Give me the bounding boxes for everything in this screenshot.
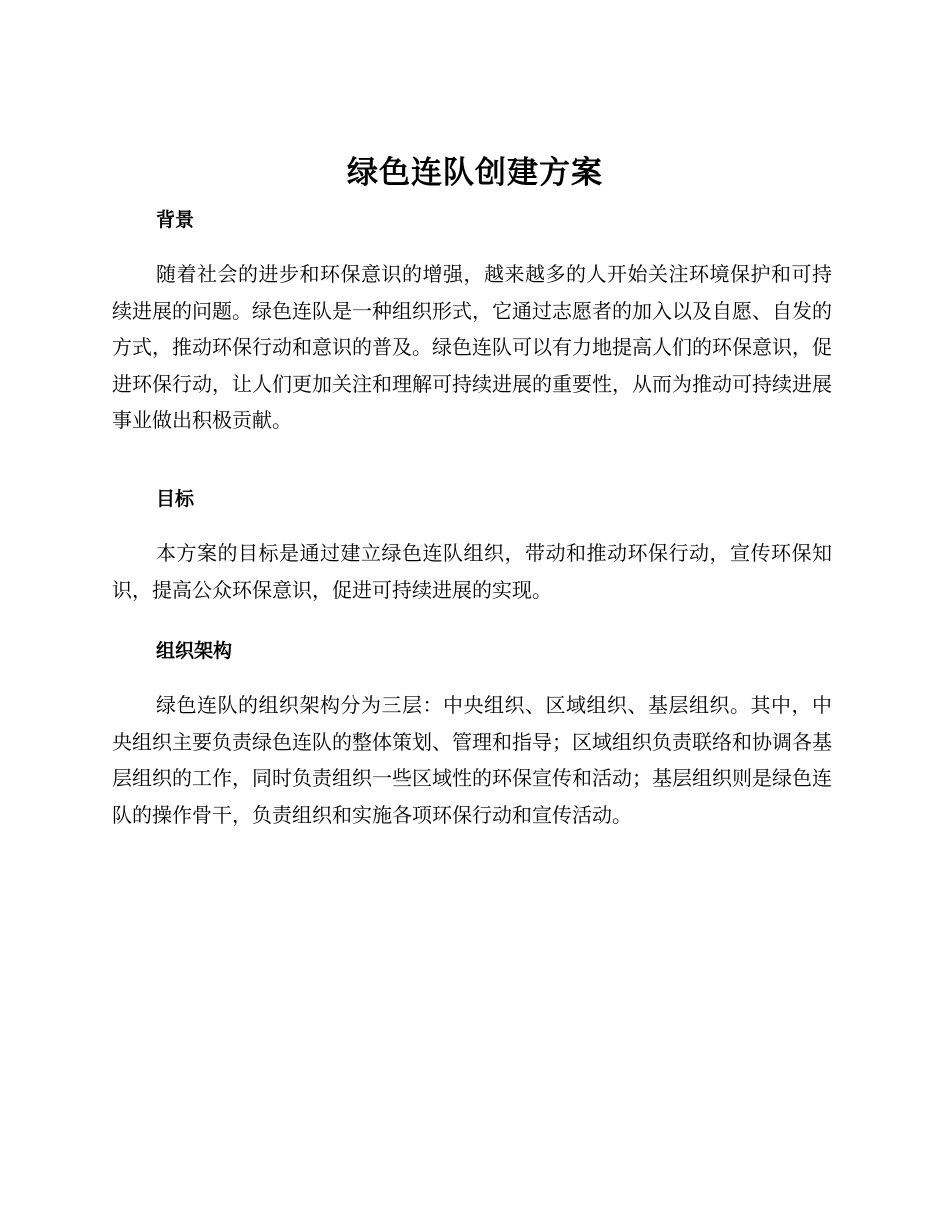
section-body-org-structure: 绿色连队的组织架构分为三层：中央组织、区域组织、基层组织。其中，中央组织主要负责绿色连队的整体策划、管理和指导；区域组织负责联络和协调各基层组织的工作，同时负责组织一些区域性的环保宣传和活动；基层组织则是绿色连队的操作骨干，负责组织和实施各项环保行动和宣传活动。 (112, 693, 832, 827)
section-heading-background: 背景 (156, 209, 195, 231)
section-body-goal: 本方案的目标是通过建立绿色连队组织，带动和推动环保行动，宣传环保知识，提高公众环保意识，促进可持续进展的实现。 (112, 541, 832, 602)
section-heading-goal: 目标 (156, 488, 195, 510)
document-title: 绿色连队创建方案 (347, 155, 603, 191)
section-heading-org-structure: 组织架构 (156, 640, 233, 662)
section-body-background: 随着社会的进步和环保意识的增强，越来越多的人开始关注环境保护和可持续进展的问题。绿色连队是一种组织形式，它通过志愿者的加入以及自愿、自发的方式，推动环保行动和意识的普及。绿色连队可以有力地提高人们的环保意识，促进环保行动，让人们更加关注和理解可持续进展的重要性，从而为推动可持续进展事业做出积极贡献。 (112, 262, 832, 433)
